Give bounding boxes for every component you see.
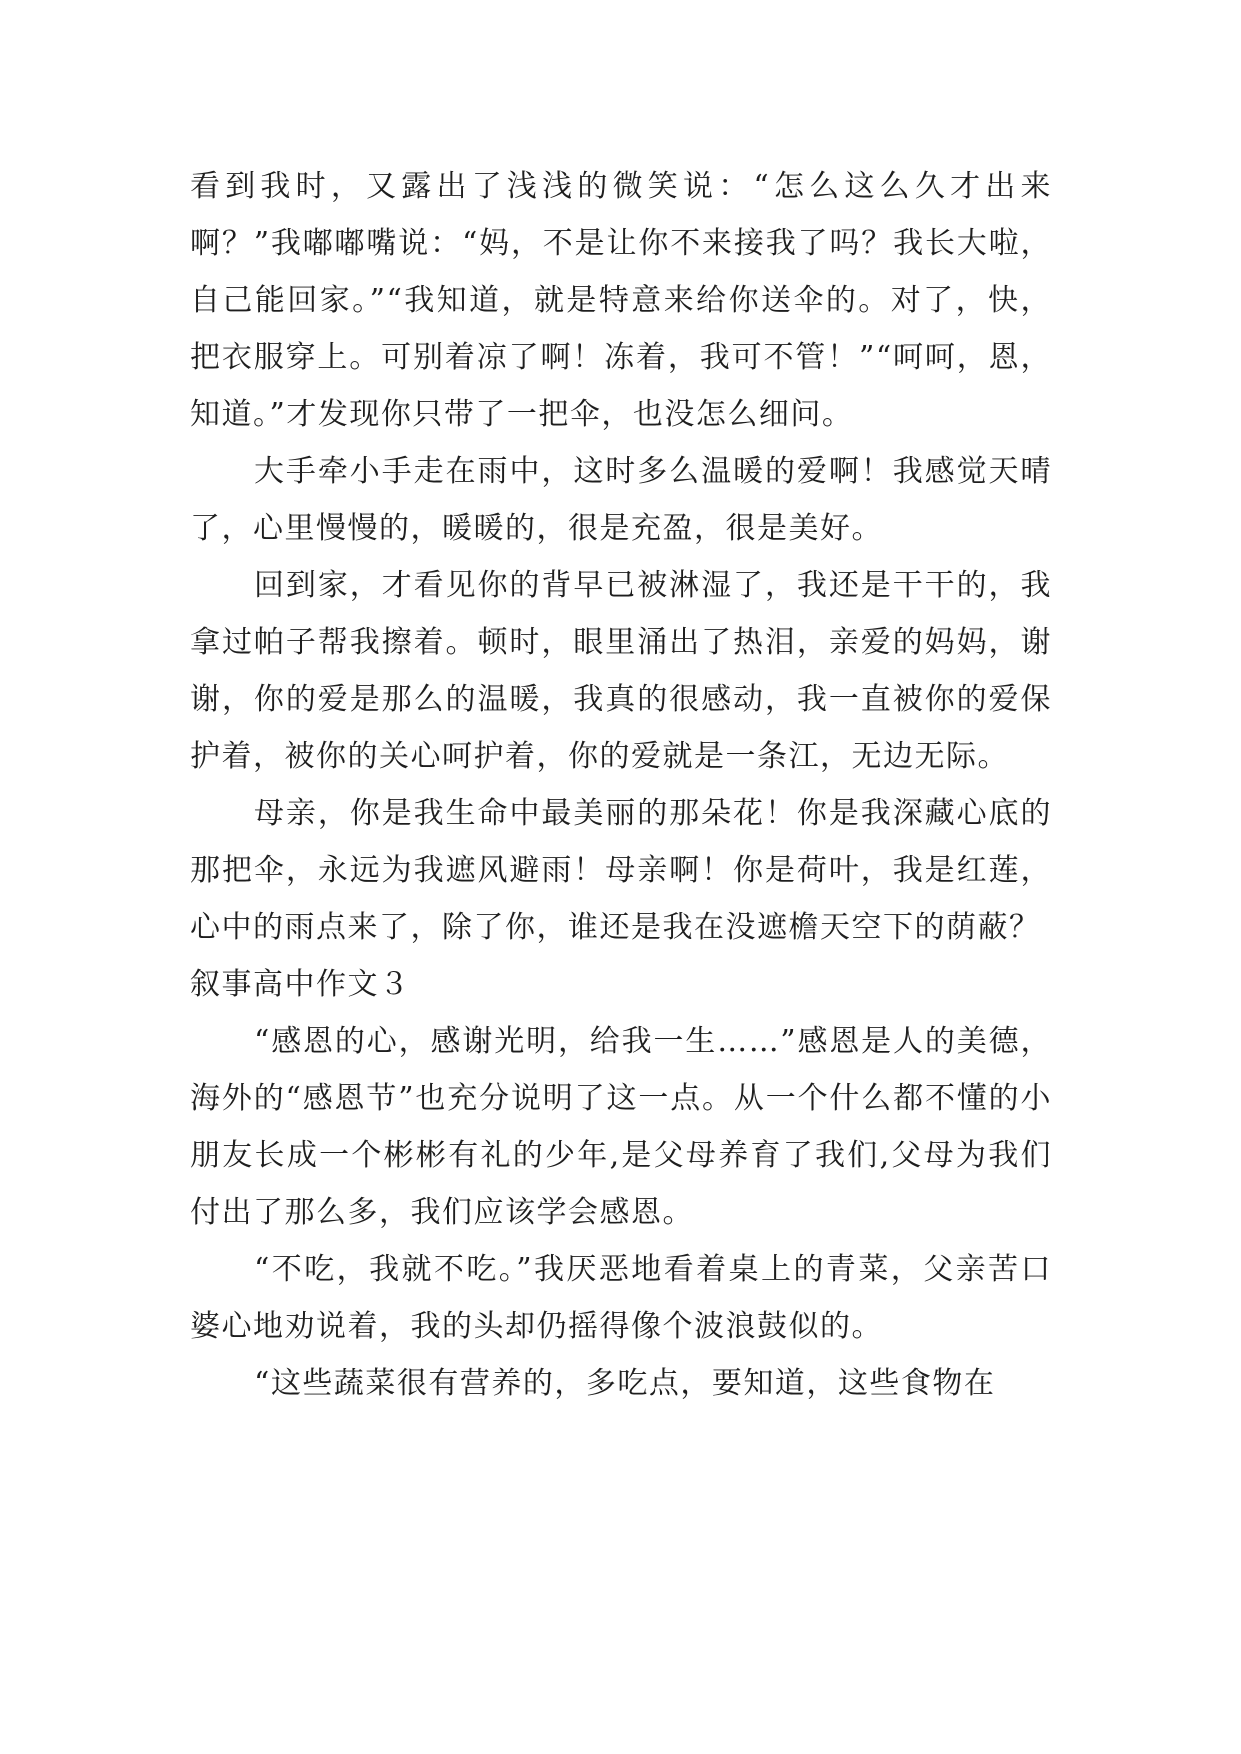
paragraph: “不吃，我就不吃。”我厌恶地看着桌上的青菜，父亲苦口婆心地劝说着，我的头却仍摇得像个波浪鼓似的。 xyxy=(190,1252,1052,1344)
section-heading: 叙事高中作文３ xyxy=(190,967,411,1002)
paragraph: 回到家，才看见你的背早已被淋湿了，我还是干干的，我拿过帕子帮我擦着。顿时，眼里涌出了热泪，亲爱的妈妈，谢谢，你的爱是那么的温暖，我真的很感动，我一直被你的爱保护着，被你的关心呵护着，你的爱就是一条江，无边无际。 xyxy=(190,568,1052,774)
paragraph: 母亲，你是我生命中最美丽的那朵花！你是我深藏心底的那把伞，永远为我遮风避雨！母亲啊！你是荷叶，我是红莲，心中的雨点来了，除了你，谁还是我在没遮檐天空下的荫蔽？ xyxy=(190,796,1052,945)
paragraph: “这些蔬菜很有营养的，多吃点，要知道，这些食物在 xyxy=(254,1366,996,1401)
paragraph: “感恩的心，感谢光明，给我一生……”感恩是人的美德，海外的“感恩节”也充分说明了这一点。从一个什么都不懂的小朋友长成一个彬彬有礼的少年,是父母养育了我们,父母为我们付出了那么多，我们应该学会感恩。 xyxy=(190,1024,1052,1230)
paragraph: 大手牵小手走在雨中，这时多么温暖的爱啊！我感觉天晴了，心里慢慢的，暖暖的，很是充盈，很是美好。 xyxy=(190,454,1052,546)
essay-body xyxy=(190,158,1052,1412)
paragraph: 看到我时，又露出了浅浅的微笑说：“怎么这么久才出来啊？”我嘟嘟嘴说：“妈，不是让你不来接我了吗？我长大啦，自己能回家。”“我知道，就是特意来给你送伞的。对了，快，把衣服穿上。可别着凉了啊！冻着，我可不管！”“呵呵，恩，知道。”才发现你只带了一把伞，也没怎么细问。 xyxy=(190,169,1052,432)
